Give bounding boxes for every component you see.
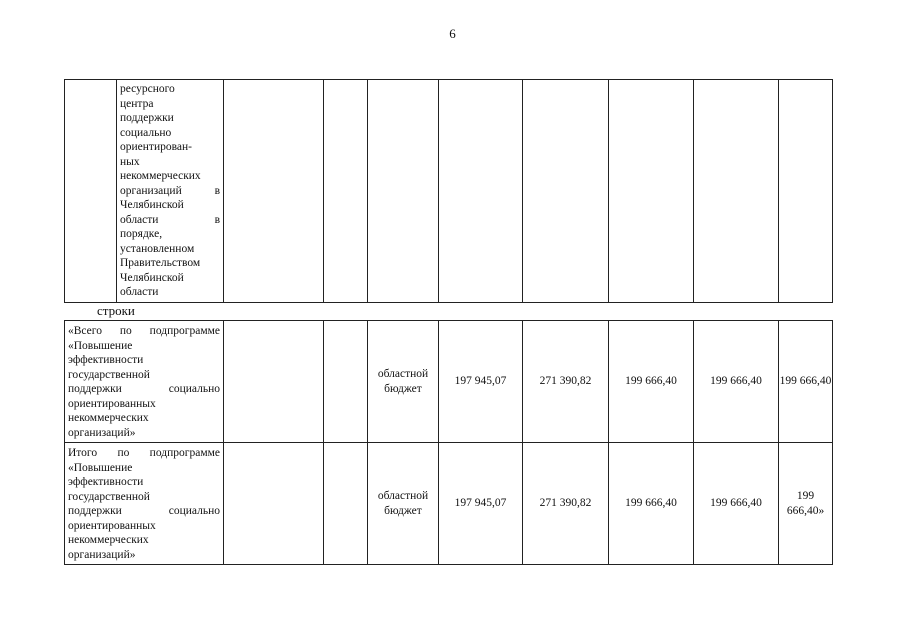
table-row bbox=[65, 443, 833, 565]
text-line: эффективности bbox=[68, 476, 144, 488]
text-line: Челябинской bbox=[120, 271, 184, 284]
funding-source-cell bbox=[368, 443, 439, 565]
text-line: поддержки социально bbox=[68, 505, 220, 517]
funding-source-cell bbox=[368, 321, 439, 443]
empty-cell bbox=[224, 80, 324, 303]
empty-cell bbox=[324, 443, 368, 565]
empty-cell bbox=[779, 80, 833, 303]
text-line: «Всего по подпрограмме bbox=[68, 325, 220, 337]
text-line: государственной bbox=[68, 490, 150, 503]
text-line: организаций» bbox=[68, 426, 136, 439]
text-line: порядке, bbox=[120, 228, 163, 240]
text-line: Итого по подпрограмме bbox=[68, 447, 220, 459]
text-line: государственной bbox=[68, 368, 150, 381]
row-name-cell bbox=[65, 321, 224, 443]
text-line: области в bbox=[120, 213, 220, 226]
value-cell: 199 666,40 bbox=[694, 443, 779, 565]
empty-cell bbox=[523, 80, 609, 303]
empty-cell bbox=[694, 80, 779, 303]
text-line: некоммерческих bbox=[68, 534, 149, 546]
text-line: ориентированных bbox=[68, 397, 156, 410]
text-line: установленном bbox=[120, 242, 195, 255]
empty-cell bbox=[65, 80, 117, 303]
text-line: области bbox=[120, 286, 159, 298]
table-row bbox=[65, 321, 833, 443]
text-line: центра bbox=[120, 97, 154, 110]
value-cell: 199 666,40 bbox=[694, 321, 779, 443]
value-cell: 197 945,07 bbox=[439, 321, 523, 443]
text-line: ориентированных bbox=[68, 519, 156, 532]
text-line: организаций» bbox=[68, 548, 136, 561]
text-line: поддержки bbox=[120, 112, 174, 124]
value-cell: 199 666,40 bbox=[609, 443, 694, 565]
text-line: некоммерческих bbox=[120, 170, 201, 182]
text-line: ориентирован- bbox=[120, 141, 192, 153]
empty-cell bbox=[224, 443, 324, 565]
source-line: бюджет bbox=[384, 382, 422, 395]
continued-text-cell bbox=[117, 80, 224, 303]
empty-cell bbox=[224, 321, 324, 443]
text-line: социально bbox=[120, 126, 172, 139]
empty-cell bbox=[609, 80, 694, 303]
text-line: Челябинской bbox=[120, 199, 184, 211]
text-line: эффективности bbox=[68, 354, 144, 366]
empty-cell bbox=[324, 80, 368, 303]
continued-row bbox=[65, 80, 833, 303]
continued-row-table bbox=[64, 79, 833, 303]
value-cell: 271 390,82 bbox=[523, 321, 609, 443]
text-line: организаций в bbox=[120, 184, 220, 197]
rows-label: строки bbox=[97, 303, 135, 318]
value-cell: 199 666,40» bbox=[779, 443, 833, 565]
text-line: ресурсного bbox=[120, 83, 175, 95]
text-line: поддержки социально bbox=[68, 383, 220, 395]
text-line: «Повышение bbox=[68, 461, 133, 474]
value-cell: 199 666,40 bbox=[609, 321, 694, 443]
source-line: областной bbox=[377, 367, 429, 380]
row-name-cell bbox=[65, 443, 224, 565]
empty-cell bbox=[368, 80, 439, 303]
source-line: бюджет bbox=[384, 504, 422, 517]
text-line: Правительством bbox=[120, 257, 201, 269]
text-line: ных bbox=[120, 155, 140, 168]
empty-cell bbox=[324, 321, 368, 443]
text-line: некоммерческих bbox=[68, 412, 149, 424]
source-line: областной bbox=[377, 489, 429, 502]
value-cell: 197 945,07 bbox=[439, 443, 523, 565]
text-line: «Повышение bbox=[68, 339, 133, 352]
page-number: 6 bbox=[449, 26, 456, 41]
empty-cell bbox=[439, 80, 523, 303]
totals-table bbox=[64, 320, 833, 565]
value-cell: 199 666,40 bbox=[779, 321, 833, 443]
value-cell: 271 390,82 bbox=[523, 443, 609, 565]
